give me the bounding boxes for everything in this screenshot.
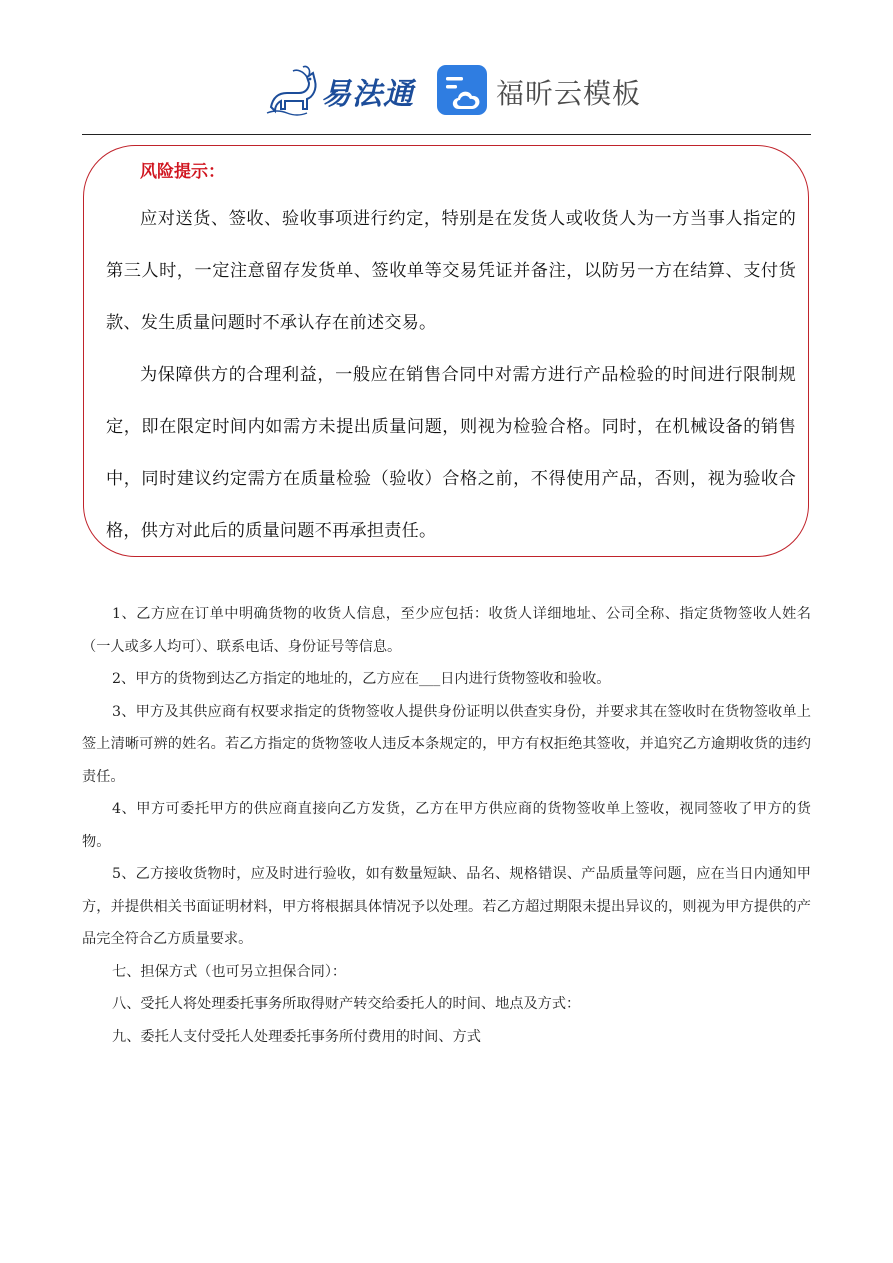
clause-heading: 九、委托人支付受托人处理委托事务所付费用的时间、方式	[112, 1028, 481, 1045]
qilin-icon	[263, 63, 321, 117]
header-divider	[82, 134, 811, 135]
clause-paragraph: 3、甲方及其供应商有权要求指定的货物签收人提供身份证明以供查实身份，并要求其在签收时在货物签收单上签上清晰可辨的姓名。若乙方指定的货物签收人违反本条规定的，甲方有权拒绝其签收，并追究乙方逾期收货的违约责任。	[82, 703, 811, 785]
yifatong-logo	[263, 63, 413, 117]
clause-paragraph: 5、乙方接收货物时，应及时进行验收，如有数量短缺、品名、规格错误、产品质量等问题，应在当日内通知甲方，并提供相关书面证明材料，甲方将根据具体情况予以处理。若乙方超过期限未提出异议的，则视为甲方提供的产品完全符合乙方质量要求。	[82, 866, 811, 947]
logo-right-text: 福昕云模板	[496, 77, 642, 110]
clause-paragraph: 2、甲方的货物到达乙方指定的地址的，乙方应在___日内进行货物签收和验收。	[112, 671, 611, 687]
risk-paragraph-1: 应对送货、签收、验收事项进行约定，特别是在发货人或收货人为一方当事人指定的第三人时，一定注意留存发货单、签收单等交易凭证并备注，以防另一方在结算、支付货款、发生质量问题时不承认存在前述交易。	[106, 209, 796, 333]
clause-paragraph: 4、甲方可委托甲方的供应商直接向乙方发货，乙方在甲方供应商的货物签收单上签收，视同签收了甲方的货物。	[82, 801, 811, 850]
logo-left-text: 易法通	[321, 77, 414, 112]
risk-paragraph-2: 为保障供方的合理利益，一般应在销售合同中对需方进行产品检验的时间进行限制规定，即在限定时间内如需方未提出质量问题，则视为检验合格。同时，在机械设备的销售中，同时建议约定需方在质量检验（验收）合格之前，不得使用产品，否则，视为验收合格，供方对此后的质量问题不再承担责任。	[106, 365, 796, 541]
foxit-cloud-icon	[437, 65, 487, 115]
risk-notice-title: 风险提示：	[140, 162, 225, 182]
clause-heading: 八、受托人将处理委托事务所取得财产转交给委托人的时间、地点及方式：	[112, 996, 581, 1012]
clause-paragraph: 1、乙方应在订单中明确货物的收货人信息，至少应包括：收货人详细地址、公司全称、指定货物签收人姓名（一人或多人均可）、联系电话、身份证号等信息。	[82, 606, 811, 655]
contract-clauses	[82, 598, 811, 1053]
page-header	[0, 58, 893, 122]
clause-heading: 七、担保方式（也可另立担保合同）：	[112, 963, 347, 980]
